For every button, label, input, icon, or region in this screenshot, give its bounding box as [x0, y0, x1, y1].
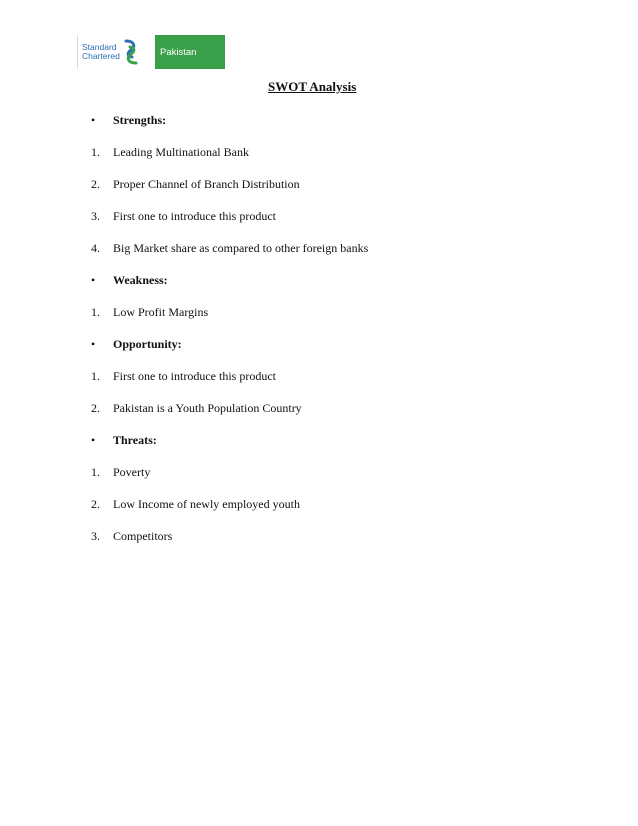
bullet-marker: • [91, 337, 96, 351]
list-item [91, 209, 276, 223]
list-item-text: First one to introduce this product [113, 369, 276, 383]
standard-chartered-mark-icon [122, 39, 140, 65]
logo-brand-line-2: Chartered [82, 51, 120, 61]
list-item-text: First one to introduce this product [113, 209, 276, 223]
list-item [91, 529, 172, 543]
list-number: 1. [91, 145, 100, 159]
list-number: 4. [91, 241, 100, 255]
page-title: SWOT Analysis [268, 79, 357, 94]
list-item [91, 177, 300, 191]
list-item [91, 369, 276, 383]
list-item-text: Low Income of newly employed youth [113, 497, 300, 511]
list-item-text: Proper Channel of Branch Distribution [113, 177, 300, 191]
list-number: 3. [91, 529, 100, 543]
section-heading-opportunity [91, 337, 182, 351]
standard-chartered-logo [77, 35, 225, 69]
logo-country-text: Pakistan [160, 46, 197, 58]
section-heading-text: Threats: [113, 433, 157, 447]
list-item [91, 465, 150, 479]
list-item [91, 241, 368, 255]
logo-brand-text [82, 43, 120, 61]
list-number: 1. [91, 369, 100, 383]
logo-brand-line-1: Standard [82, 42, 117, 52]
list-item-text: Poverty [113, 465, 151, 479]
logo-brand-panel [77, 35, 155, 69]
list-item-text: Big Market share as compared to other foreign banks [113, 241, 369, 255]
list-number: 2. [91, 177, 100, 191]
bullet-marker: • [91, 273, 96, 287]
section-heading-weakness [91, 273, 168, 287]
list-number: 1. [91, 465, 100, 479]
list-item [91, 497, 300, 511]
section-heading-text: Strengths: [113, 113, 167, 127]
list-item-text: Low Profit Margins [113, 305, 209, 319]
list-item-text: Competitors [113, 529, 173, 543]
section-heading-strengths [91, 113, 166, 127]
list-number: 2. [91, 401, 100, 415]
logo-country-panel [155, 35, 225, 69]
list-item-text: Pakistan is a Youth Population Country [113, 401, 302, 415]
section-heading-threats [91, 433, 157, 447]
list-item [91, 401, 302, 415]
bullet-marker: • [91, 433, 96, 447]
list-number: 2. [91, 497, 100, 511]
bullet-marker: • [91, 113, 96, 127]
list-item-text: Leading Multinational Bank [113, 145, 249, 159]
section-heading-text: Weakness: [113, 273, 168, 287]
list-number: 3. [91, 209, 100, 223]
list-number: 1. [91, 305, 100, 319]
list-item [91, 145, 249, 159]
list-item [91, 305, 208, 319]
section-heading-text: Opportunity: [113, 337, 182, 351]
